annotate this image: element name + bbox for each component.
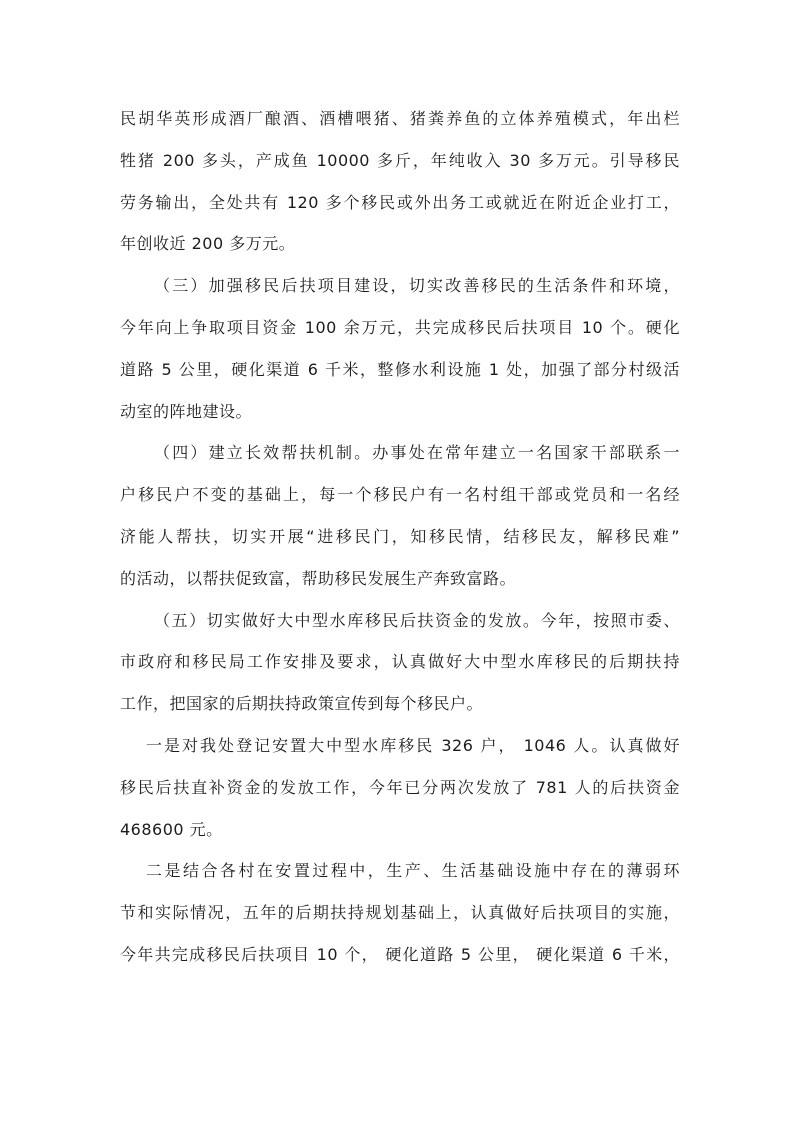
text-line: 今年共完成移民后扶项目 10 个， 硬化道路 5 公里， 硬化渠道 6 千米， [120,944,680,964]
paragraph-section-five [0,600,794,725]
paragraph-section-three [0,265,794,432]
text-line: 年创收近 200 多万元。 [120,234,296,254]
text-line: 市政府和移民局工作安排及要求，认真做好大中型水库移民的后期扶持 [120,652,680,672]
text-line: 民胡华英形成酒厂酿酒、酒槽喂猪、猪粪养鱼的立体养殖模式，年出栏 [120,109,680,128]
text-line: 户移民户不变的基础上，每一个移民户有一名村组干部或党员和一名经 [120,485,680,505]
text-line: 劳务输出，全处共有 120 多个移民或外出务工或就近在附近企业打工， [120,192,680,212]
text-line: 道路 5 公里，硬化渠道 6 千米，整修水利设施 1 处，加强了部分村级活 [120,359,680,379]
text-line: 今年向上争取项目资金 100 余万元，共完成移民后扶项目 10 个。硬化 [120,317,680,337]
paragraph-section-four [0,432,794,599]
text-line: 的活动，以帮扶促致富，帮助移民发展生产奔致富路。 [120,568,517,588]
text-line: 二是结合各村在安置过程中，生产、生活基础设施中存在的薄弱环 [146,861,680,881]
paragraph-livestock [0,98,794,265]
text-line: 动室的阵地建设。 [120,401,253,421]
text-line: 牲猪 200 多头，产成鱼 10000 多斤，年纯收入 30 多万元。引导移民 [120,150,680,170]
text-line: 节和实际情况，五年的后期扶持规划基础上，认真做好后扶项目的实施， [120,903,680,923]
paragraph-point-one [0,725,794,850]
text-line: 济能人帮扶，切实开展“进移民门，知移民情，结移民友，解移民难” [120,526,680,546]
text-line: （三）加强移民后扶项目建设，切实改善移民的生活条件和环境， [154,276,680,296]
text-line: 一是对我处登记安置大中型水库移民 326 户， 1046 人。认真做好 [146,735,680,755]
text-line: （四）建立长效帮扶机制。办事处在常年建立一名国家干部联系一 [154,443,680,463]
text-line: 468600 元。 [120,819,223,839]
paragraph-point-two [0,850,794,975]
text-line: 工作，把国家的后期扶持政策宣传到每个移民户。 [120,694,484,714]
text-line: （五）切实做好大中型水库移民后扶资金的发放。今年，按照市委、 [154,610,680,630]
text-line: 移民后扶直补资金的发放工作，今年已分两次发放了 781 人的后扶资金 [120,777,680,797]
